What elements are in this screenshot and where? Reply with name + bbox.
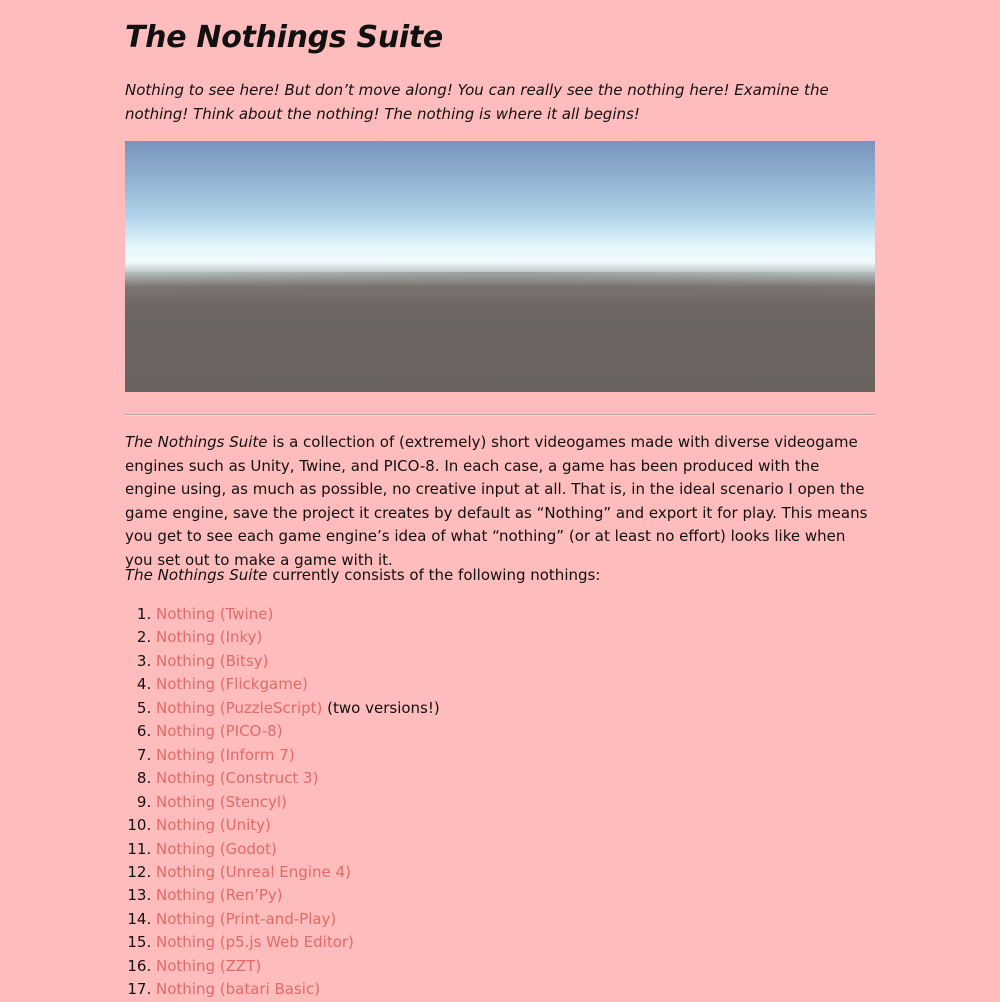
nothing-link[interactable]: Nothing (PICO-8) bbox=[156, 722, 283, 741]
list-item bbox=[156, 908, 875, 931]
nothing-link[interactable]: Nothing (Inform 7) bbox=[156, 745, 295, 764]
list-item bbox=[156, 673, 875, 696]
nothing-link[interactable]: Nothing (Inky) bbox=[156, 628, 263, 647]
nothing-link[interactable]: Nothing (Bitsy) bbox=[156, 651, 269, 670]
nothing-link[interactable]: Nothing (ZZT) bbox=[156, 956, 262, 975]
hero-image bbox=[125, 141, 875, 392]
intro-text: is a collection of (extremely) short videogames made with diverse videogame engines such as Unity, Twine, and PICO-8. In each case, a game has been produced with the engine using, as much as possible, no creative input at all. That is, in the ideal scenario I open the game engine, save the project it creates by default as “Nothing” and export it for play. This means you get to see each game engine’s idea of what “nothing” (or at least no effort) looks like when you set out to make a game with it. bbox=[125, 433, 868, 569]
list-item bbox=[156, 720, 875, 743]
consists-title: The Nothings Suite bbox=[125, 566, 268, 584]
nothing-link[interactable]: Nothing (Godot) bbox=[156, 839, 277, 858]
list-item bbox=[156, 626, 875, 649]
nothing-note: (two versions!) bbox=[322, 698, 440, 717]
nothing-link[interactable]: Nothing (Unreal Engine 4) bbox=[156, 862, 351, 881]
page-title: The Nothings Suite bbox=[125, 20, 443, 55]
nothing-link[interactable]: Nothing (Construct 3) bbox=[156, 769, 319, 788]
list-item bbox=[156, 955, 875, 978]
nothing-link[interactable]: Nothing (p5.js Web Editor) bbox=[156, 933, 354, 952]
nothing-link[interactable]: Nothing (PuzzleScript) bbox=[156, 698, 323, 717]
list-item bbox=[156, 650, 875, 673]
nothing-link[interactable]: Nothing (Twine) bbox=[156, 605, 274, 623]
nothings-list bbox=[125, 603, 875, 1002]
list-item bbox=[156, 838, 875, 861]
consists-text: currently consists of the following nothings: bbox=[267, 566, 601, 584]
consists-paragraph bbox=[125, 564, 875, 588]
nothing-link[interactable]: Nothing (Unity) bbox=[156, 816, 271, 835]
list-item bbox=[156, 884, 875, 907]
nothing-link[interactable]: Nothing (Flickgame) bbox=[156, 675, 308, 694]
list-item bbox=[156, 814, 875, 837]
list-item bbox=[156, 978, 875, 1001]
list-item bbox=[156, 697, 875, 720]
list-item bbox=[156, 767, 875, 790]
list-item bbox=[156, 931, 875, 954]
list-item bbox=[156, 603, 875, 626]
divider bbox=[125, 414, 875, 416]
intro-paragraph bbox=[125, 431, 875, 572]
nothing-link[interactable]: Nothing (Ren’Py) bbox=[156, 886, 283, 905]
nothing-link[interactable]: Nothing (Print-and-Play) bbox=[156, 909, 337, 928]
nothing-link[interactable]: Nothing (batari Basic) bbox=[156, 980, 321, 999]
tagline: Nothing to see here! But don’t move along! You can really see the nothing here! Examine the nothing! Think about the nothing! The nothing is where it all begins! bbox=[125, 81, 829, 123]
list-item bbox=[156, 744, 875, 767]
nothing-link[interactable]: Nothing (Stencyl) bbox=[156, 792, 287, 811]
intro-title: The Nothings Suite bbox=[125, 433, 268, 451]
list-item bbox=[156, 791, 875, 814]
hero-ground bbox=[125, 272, 875, 392]
list-item bbox=[156, 861, 875, 884]
